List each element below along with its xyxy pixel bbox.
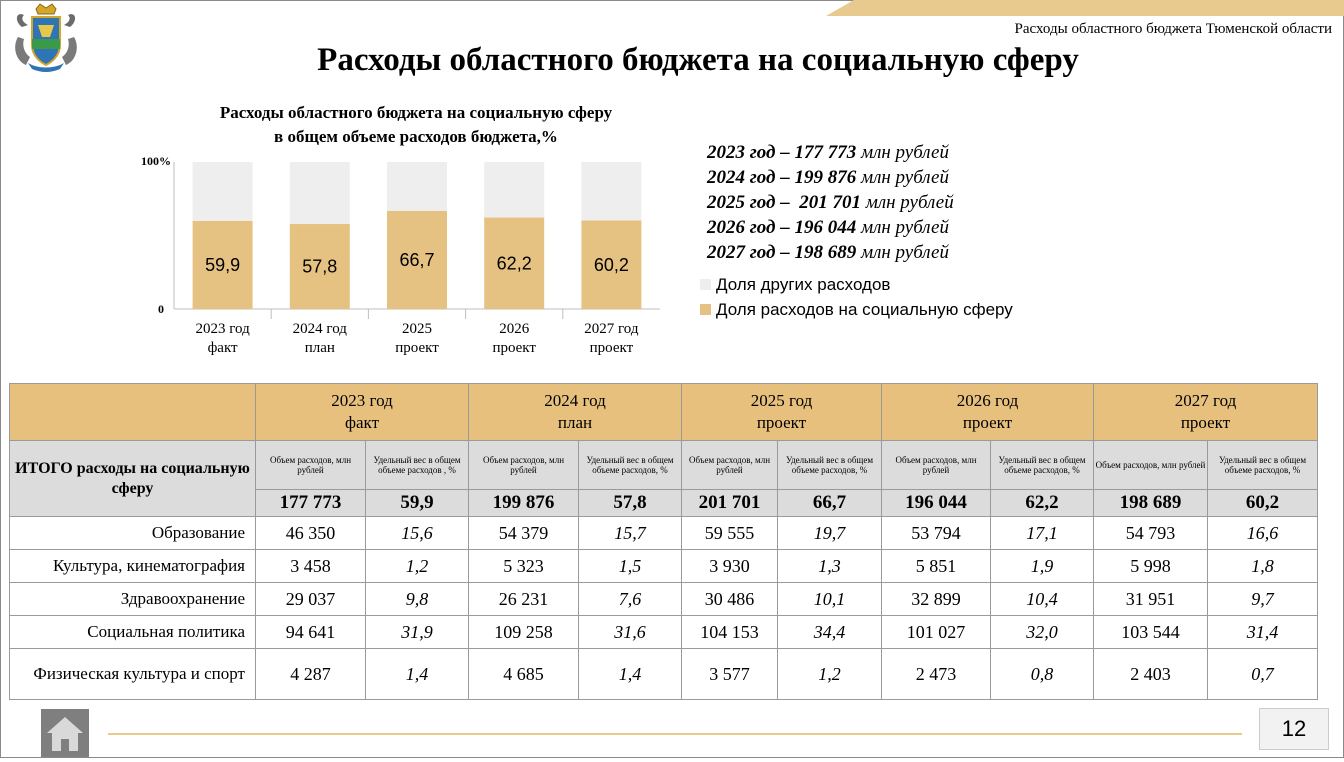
table-row: [10, 649, 1318, 700]
share-cell: 34,4: [778, 616, 882, 649]
itogo-label: ИТОГО расходы на социальную сферу: [10, 441, 256, 517]
volume-cell: 3 577: [682, 649, 778, 700]
social-expenses-table: [9, 383, 1318, 700]
table-row: [10, 616, 1318, 649]
volume-cell: 2 403: [1094, 649, 1208, 700]
row-category-name: Здравоохранение: [10, 583, 256, 616]
share-cell: 9,7: [1208, 583, 1318, 616]
subheader-share: Удельный вес в общем объеме расходов , %: [366, 441, 469, 490]
legend-item-other: [700, 272, 1013, 297]
share-cell: 1,9: [991, 550, 1094, 583]
bar-data-label: 66,7: [399, 249, 435, 270]
chart-title: [160, 101, 672, 149]
social-share-chart: [120, 150, 680, 362]
bar-data-label: 57,8: [302, 256, 338, 277]
share-cell: 1,3: [778, 550, 882, 583]
subheader-volume: Объем расходов, млн рублей: [882, 441, 991, 490]
top-accent-stripe: [826, 0, 1344, 16]
total-2027: 2027 год – 198 689 млн рублей: [707, 242, 949, 263]
volume-cell: 101 027: [882, 616, 991, 649]
volume-cell: 31 951: [1094, 583, 1208, 616]
total-2026: 2026 год – 196 044 млн рублей: [707, 217, 949, 238]
share-cell: 1,8: [1208, 550, 1318, 583]
volume-cell: 4 685: [469, 649, 579, 700]
itogo-cell: 198 689: [1094, 490, 1208, 517]
itogo-cell: 62,2: [991, 490, 1094, 517]
annual-totals: [707, 140, 954, 265]
volume-cell: 109 258: [469, 616, 579, 649]
share-cell: 1,4: [579, 649, 682, 700]
volume-cell: 5 851: [882, 550, 991, 583]
table-row: [10, 583, 1318, 616]
row-category-name: Культура, кинематография: [10, 550, 256, 583]
x-tick-label: план: [304, 340, 335, 356]
share-cell: 9,8: [366, 583, 469, 616]
share-cell: 19,7: [778, 517, 882, 550]
share-cell: 1,2: [778, 649, 882, 700]
subheader-volume: Объем расходов, млн рублей: [682, 441, 778, 490]
itogo-cell: 196 044: [882, 490, 991, 517]
total-2023: 2023 год – 177 773 млн рублей: [707, 142, 949, 163]
home-button[interactable]: [41, 709, 89, 757]
table-row: [10, 517, 1318, 550]
volume-cell: 5 323: [469, 550, 579, 583]
volume-cell: 54 793: [1094, 517, 1208, 550]
volume-cell: 54 379: [469, 517, 579, 550]
share-cell: 31,4: [1208, 616, 1318, 649]
table-year-header-row: [10, 384, 1318, 441]
share-cell: 1,2: [366, 550, 469, 583]
row-category-name: Социальная политика: [10, 616, 256, 649]
legend-swatch-other: [700, 279, 711, 290]
x-tick-label: проект: [589, 340, 634, 356]
total-2024: 2024 год – 199 876 млн рублей: [707, 167, 949, 188]
year-header-2024: 2024 год план: [469, 384, 682, 441]
subheader-volume: Объем расходов, млн рублей: [256, 441, 366, 490]
bar-other-share: [484, 162, 544, 218]
x-tick-label: факт: [207, 340, 238, 356]
share-cell: 1,4: [366, 649, 469, 700]
home-icon: [41, 709, 89, 757]
share-cell: 15,6: [366, 517, 469, 550]
itogo-cell: 201 701: [682, 490, 778, 517]
itogo-cell: 199 876: [469, 490, 579, 517]
share-cell: 32,0: [991, 616, 1094, 649]
total-2025: 2025 год – 201 701 млн рублей: [707, 192, 954, 213]
page-number: 12: [1259, 708, 1329, 750]
table-row: [10, 550, 1318, 583]
footer-divider: [108, 733, 1242, 735]
x-tick-label: проект: [395, 340, 439, 356]
table-subheader-row: [10, 441, 1318, 490]
share-cell: 10,1: [778, 583, 882, 616]
chart-title-line1: Расходы областного бюджета на социальную сферу: [219, 103, 613, 122]
subheader-share: Удельный вес в общем объеме расходов, %: [579, 441, 682, 490]
bar-other-share: [581, 162, 641, 221]
share-cell: 15,7: [579, 517, 682, 550]
legend-label-social: Доля расходов на социальную сферу: [716, 300, 1013, 319]
volume-cell: 3 458: [256, 550, 366, 583]
y-tick-label: 0: [158, 302, 164, 316]
volume-cell: 30 486: [682, 583, 778, 616]
subheader-share: Удельный вес в общем объеме расходов, %: [991, 441, 1094, 490]
x-tick-label: 2025: [402, 321, 432, 337]
volume-cell: 3 930: [682, 550, 778, 583]
bar-other-share: [193, 162, 253, 221]
legend-label-other: Доля других расходов: [716, 275, 891, 294]
volume-cell: 2 473: [882, 649, 991, 700]
share-cell: 16,6: [1208, 517, 1318, 550]
y-tick-label: 100%: [141, 154, 171, 168]
year-header-2023: 2023 год факт: [256, 384, 469, 441]
year-header-2025: 2025 год проект: [682, 384, 882, 441]
bar-data-label: 62,2: [496, 253, 532, 274]
volume-cell: 94 641: [256, 616, 366, 649]
subheader-volume: Объем расходов, млн рублей: [469, 441, 579, 490]
share-cell: 10,4: [991, 583, 1094, 616]
table-corner-cell: [10, 384, 256, 441]
chart-title-line2: в общем объеме расходов бюджета,%: [274, 127, 558, 146]
volume-cell: 32 899: [882, 583, 991, 616]
itogo-cell: 57,8: [579, 490, 682, 517]
x-tick-label: 2023 год: [195, 321, 250, 337]
volume-cell: 59 555: [682, 517, 778, 550]
share-cell: 1,5: [579, 550, 682, 583]
chart-legend: [700, 272, 1013, 322]
table-body: [10, 517, 1318, 700]
itogo-cell: 66,7: [778, 490, 882, 517]
volume-cell: 26 231: [469, 583, 579, 616]
x-tick-label: проект: [492, 340, 536, 356]
bar-other-share: [290, 162, 350, 224]
volume-cell: 46 350: [256, 517, 366, 550]
legend-item-social: [700, 297, 1013, 322]
volume-cell: 104 153: [682, 616, 778, 649]
subheader-share: Удельный вес в общем объеме расходов, %: [778, 441, 882, 490]
subheader-volume: Объем расходов, млн рублей: [1094, 441, 1208, 490]
row-category-name: Физическая культура и спорт: [10, 649, 256, 700]
share-cell: 17,1: [991, 517, 1094, 550]
volume-cell: 4 287: [256, 649, 366, 700]
legend-swatch-social: [700, 304, 711, 315]
x-tick-label: 2024 год: [292, 321, 347, 337]
x-tick-label: 2027 год: [584, 321, 639, 337]
itogo-cell: 177 773: [256, 490, 366, 517]
header-org-name: Расходы областного бюджета Тюменской области: [1014, 21, 1332, 37]
volume-cell: 53 794: [882, 517, 991, 550]
volume-cell: 29 037: [256, 583, 366, 616]
row-category-name: Образование: [10, 517, 256, 550]
year-header-2026: 2026 год проект: [882, 384, 1094, 441]
itogo-cell: 60,2: [1208, 490, 1318, 517]
page-title: Расходы областного бюджета на социальную сферу: [317, 42, 1079, 78]
volume-cell: 5 998: [1094, 550, 1208, 583]
x-tick-label: 2026: [499, 321, 530, 337]
bar-data-label: 59,9: [205, 254, 241, 275]
bar-data-label: 60,2: [593, 254, 629, 275]
subheader-share: Удельный вес в общем объеме расходов, %: [1208, 441, 1318, 490]
itogo-cell: 59,9: [366, 490, 469, 517]
year-header-2027: 2027 год проект: [1094, 384, 1318, 441]
share-cell: 31,9: [366, 616, 469, 649]
share-cell: 31,6: [579, 616, 682, 649]
share-cell: 0,7: [1208, 649, 1318, 700]
volume-cell: 103 544: [1094, 616, 1208, 649]
share-cell: 7,6: [579, 583, 682, 616]
bar-other-share: [387, 162, 447, 211]
share-cell: 0,8: [991, 649, 1094, 700]
